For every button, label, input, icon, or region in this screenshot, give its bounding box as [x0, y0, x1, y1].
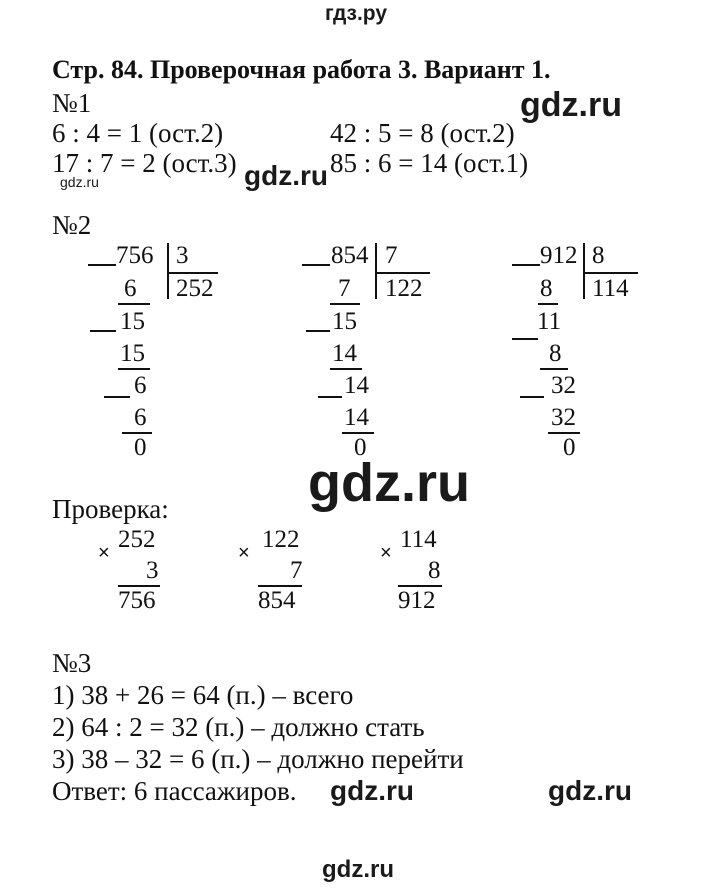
- times-sign: ×: [380, 542, 392, 564]
- division-bracket: [583, 243, 585, 299]
- divisor-line: [376, 272, 430, 274]
- divisor: 3: [176, 242, 189, 269]
- minus-sign: [318, 396, 342, 398]
- quotient: 252: [176, 275, 214, 302]
- watermark-footer: gdz.ru: [322, 856, 394, 883]
- step-value: 8: [549, 340, 562, 367]
- divisor-line: [168, 272, 218, 274]
- step-value: 15: [120, 340, 145, 367]
- factor: 252: [118, 526, 156, 553]
- step-value: 0: [563, 434, 576, 461]
- minus-sign: [512, 338, 538, 340]
- minus-sign: [88, 264, 116, 266]
- task1-item: 42 : 5 = 8 (ост.2): [330, 118, 515, 148]
- task3-step: 2) 64 : 2 = 32 (п.) – должно стать: [52, 712, 425, 742]
- factor: 114: [400, 526, 437, 553]
- step-value: 8: [540, 275, 553, 302]
- step-value: 7: [338, 275, 351, 302]
- watermark: gdz.ru: [244, 160, 328, 191]
- task1-item: 17 : 7 = 2 (ост.3): [52, 148, 237, 178]
- factor: 7: [290, 557, 303, 584]
- task3-label: №3: [52, 648, 92, 678]
- step-value: 14: [344, 372, 369, 399]
- step-value: 32: [551, 372, 576, 399]
- step-underline: [330, 368, 362, 370]
- task1-label: №1: [52, 88, 92, 118]
- step-value: 14: [344, 404, 369, 431]
- step-value: 32: [551, 404, 576, 431]
- minus-sign: [306, 330, 330, 332]
- minus-sign: [512, 264, 540, 266]
- dividend: 756: [116, 242, 154, 269]
- product: 854: [258, 587, 296, 614]
- divisor: 7: [385, 242, 398, 269]
- divisor: 8: [592, 242, 605, 269]
- step-value: 0: [354, 434, 367, 461]
- step-underline: [118, 303, 150, 305]
- watermark: gdz.ru: [548, 775, 632, 806]
- page-title: Стр. 84. Проверочная работа 3. Вариант 1.: [52, 55, 551, 84]
- task1-item: 6 : 4 = 1 (ост.2): [52, 118, 224, 148]
- step-underline: [118, 368, 150, 370]
- watermark-large: gdz.ru: [308, 453, 470, 513]
- minus-sign: [520, 396, 544, 398]
- task3-answer: Ответ: 6 пассажиров.: [52, 776, 297, 806]
- watermark: gdz.ru: [520, 86, 622, 124]
- task1-item: 85 : 6 = 14 (ост.1): [330, 148, 529, 178]
- minus-sign: [90, 330, 116, 332]
- dividend: 912: [540, 242, 578, 269]
- times-sign: ×: [98, 542, 110, 564]
- step-value: 6: [124, 275, 137, 302]
- step-underline: [330, 303, 360, 305]
- times-sign: ×: [238, 542, 250, 564]
- factor: 8: [428, 557, 441, 584]
- step-value: 6: [134, 372, 147, 399]
- quotient: 114: [592, 275, 629, 302]
- product: 756: [118, 587, 156, 614]
- division-bracket: [167, 243, 169, 299]
- quotient: 122: [385, 275, 423, 302]
- minus-sign: [302, 264, 330, 266]
- step-value: 14: [332, 340, 357, 367]
- site-header: гдз.ру: [325, 2, 388, 25]
- task3-step: 3) 38 – 32 = 6 (п.) – должно перейти: [52, 744, 464, 774]
- factor: 122: [262, 526, 300, 553]
- watermark-small: gdz.ru: [60, 174, 99, 190]
- product: 912: [398, 587, 436, 614]
- division-bracket: [375, 243, 377, 299]
- check-label: Проверка:: [52, 494, 169, 524]
- step-value: 0: [134, 434, 147, 461]
- minus-sign: [104, 396, 130, 398]
- dividend: 854: [331, 242, 369, 269]
- step-value: 11: [537, 308, 562, 335]
- step-underline: [538, 303, 558, 305]
- divisor-line: [584, 272, 638, 274]
- task3-step: 1) 38 + 26 = 64 (п.) – всего: [52, 680, 354, 710]
- factor: 3: [146, 557, 159, 584]
- step-underline: [540, 368, 568, 370]
- watermark: gdz.ru: [330, 775, 414, 806]
- step-value: 15: [120, 308, 145, 335]
- task2-label: №2: [52, 210, 92, 240]
- step-value: 6: [134, 404, 147, 431]
- step-value: 15: [332, 308, 357, 335]
